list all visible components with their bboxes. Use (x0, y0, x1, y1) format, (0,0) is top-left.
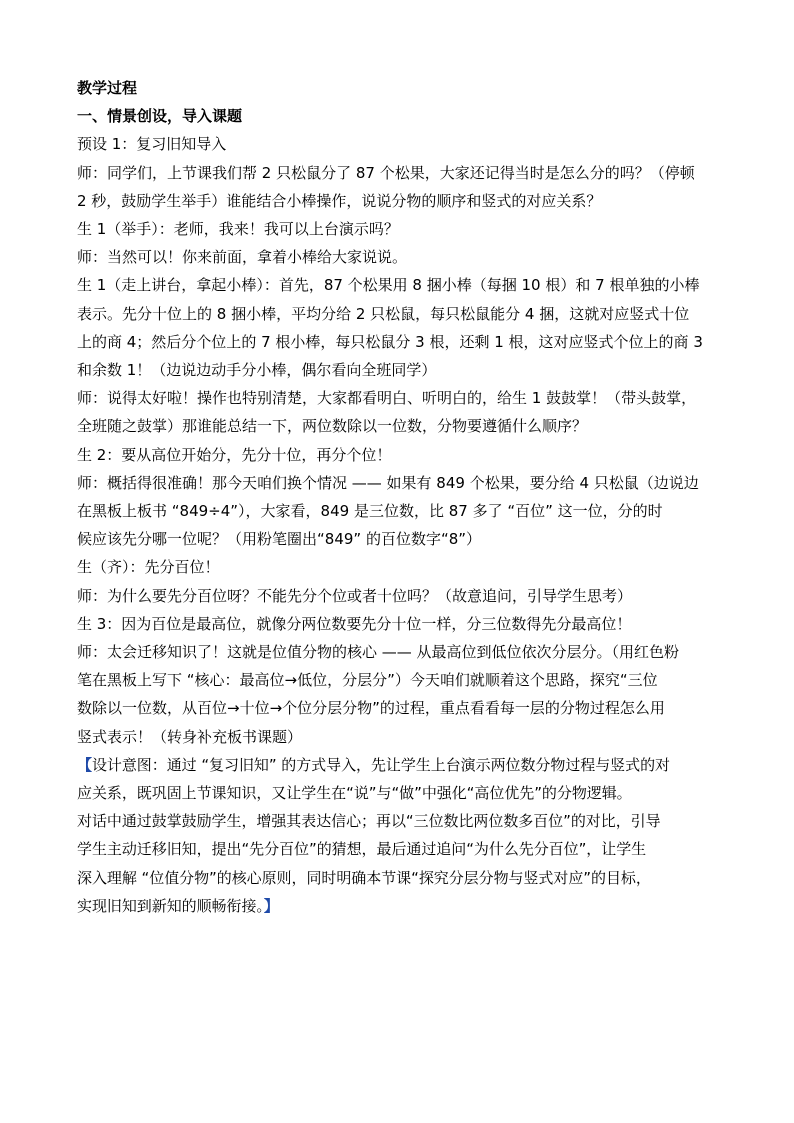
section-title-scenario: 一、情景创设，导入课题 (77, 107, 243, 126)
heading-teaching-process: 教学过程 (77, 79, 138, 97)
design-intent-line: 深入理解 “位值分物”的核心原则，同时明确本节课“探究分层分物与竖式对应”的目标， (77, 868, 651, 887)
dialogue-line: 表示。先分十位上的 8 捆小棒，平均分给 2 只松鼠，每只松鼠能分 4 捆，这就对应竖式十位 (77, 304, 690, 323)
dialogue-line: 生 2：要从高位开始分，先分十位，再分个位！ (77, 445, 392, 464)
dialogue-line: 上的商 4；然后分个位上的 7 根小棒，每只松鼠分 3 根，还剩 1 根，这对应竖式个位上的商 3 (77, 332, 703, 351)
dialogue-line: 在黑板上板书 “849÷4”），大家看，849 是三位数，比 87 多了 “百位” 这一位，分的时 (77, 502, 663, 521)
dialogue-line: 师：当然可以！你来前面，拿着小棒给大家说说。 (77, 248, 408, 267)
dialogue-line: 生 3：因为百位是最高位，就像分两位数要先分十位一样，分三位数得先分最高位！ (77, 614, 632, 633)
close-bracket: 】 (263, 896, 279, 915)
open-bracket: 【 (77, 755, 92, 774)
dialogue-line: 师：概括得很准确！那今天咱们换个情况 —— 如果有 849 个松果，要分给 4 只松鼠（边说边 (77, 473, 699, 492)
dialogue-line: 师：为什么要先分百位呀？不能先分个位或者十位吗？（故意追问，引导学生思考） (77, 586, 633, 605)
document-page (77, 74, 725, 920)
dialogue-line: 全班随之鼓掌）那谁能总结一下，两位数除以一位数，分物要遵循什么顺序？ (77, 417, 588, 436)
design-intent-first-line (77, 751, 725, 779)
dialogue-line: 师：太会迁移知识了！这就是位值分物的核心 —— 从最高位到低位依次分层分。（用红色粉 (77, 643, 680, 662)
design-intent-text: 实现旧知到新知的顺畅衔接。 (77, 896, 264, 915)
dialogue-line: 候应该先分哪一位呢？（用粉笔圈出“849” 的百位数字“8”） (77, 530, 482, 549)
design-intent-last-line (77, 892, 725, 920)
dialogue-line: 数除以一位数，从百位→十位→个位分层分物”的过程，重点看看每一层的分物过程怎么用 (77, 699, 665, 718)
design-intent-line: 学生主动迁移旧知，提出“先分百位”的猜想，最后通过追问“为什么先分百位”，让学生 (77, 840, 647, 859)
dialogue-line: 生 1（走上讲台，拿起小棒）：首先，87 个松果用 8 捆小棒（每捆 10 根）和 7 根单独的小棒 (77, 276, 700, 295)
dialogue-line: 师：说得太好啦！操作也特别清楚，大家都看明白、听明白的，给生 1 鼓鼓掌！（带头鼓掌， (77, 389, 697, 408)
design-intent-text: 设计意图：通过 “复习旧知” 的方式导入，先让学生上台演示两位数分物过程与竖式的对 (91, 755, 670, 774)
design-intent-block (77, 751, 725, 920)
preset-line: 预设 1：复习旧知导入 (77, 135, 227, 154)
dialogue-line: 师：同学们，上节课我们帮 2 只松鼠分了 87 个松果，大家还记得当时是怎么分的吗？（停顿 (77, 163, 695, 182)
dialogue-line: 竖式表示！（转身补充板书课题） (77, 727, 303, 746)
dialogue-line: 笔在黑板上写下 “核心：最高位→低位，分层分”）今天咱们就顺着这个思路，探究“三位 (77, 671, 658, 690)
dialogue-line: 2 秒，鼓励学生举手）谁能结合小棒操作，说说分物的顺序和竖式的对应关系？ (77, 191, 602, 210)
dialogue-line: 生（齐）：先分百位！ (77, 558, 220, 577)
dialogue-line: 和余数 1！（边说边动手分小棒，偶尔看向全班同学） (77, 361, 437, 380)
design-intent-line: 对话中通过鼓掌鼓励学生，增强其表达信心；再以“三位数比两位数多百位”的对比，引导 (77, 812, 661, 831)
design-intent-line: 应关系，既巩固上节课知识，又让学生在“说”与“做”中强化“高位优先”的分物逻辑。 (77, 784, 632, 803)
dialogue-line: 生 1（举手）：老师，我来！我可以上台演示吗？ (77, 220, 399, 239)
